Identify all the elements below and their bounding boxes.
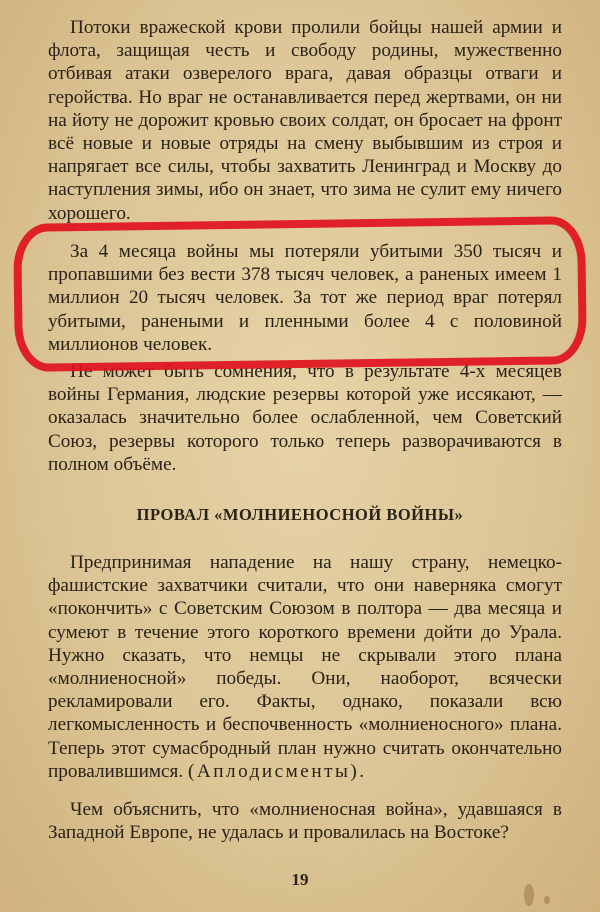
ink-stain	[524, 884, 534, 906]
paragraph-5: Чем объяснить, что «молниеносная война», удавшаяся в Западной Европе, не удалась и провалилась на Востоке?	[48, 799, 562, 844]
paragraph-1: Потоки вражеской крови пролили бойцы нашей армии и флота, защищая честь и свободу родины, мужественно отбивая атаки озверелого врага, давая образцы отваги и геройства. Но враг не останавливается перед жертвами, он ни на йоту не дорожит кровью своих солдат, он бросает на фронт всё новые и новые отряды на смену выбывшим из строя и напрягает все силы, чтобы захватить Ленинград и Москву до наступления зимы, ибо он знает, что зима не сулит ему ничего хорошего.	[48, 17, 562, 224]
applause-note: (Аплодисменты).	[187, 760, 367, 782]
page-number: 19	[291, 870, 309, 889]
paragraph-3: Не может быть сомнения, что в результате 4-х месяцев войны Германия, людские резервы которой уже иссякают, — оказалась значительно более ослабленной, чем Советский Союз, резервы которого только теперь разворачиваются в полном объёме.	[48, 361, 562, 475]
paragraph-4-text: Предпринимая нападение на нашу страну, немецко-фашистские захватчики считали, что они наверняка смогут «покончить» с Советским Союзом в полтора — два месяца и сумеют в течение этого короткого времени дойти до Урала. Нужно сказать, что немцы не скрывали этого плана «молниеносной» победы. Они, наоборот, всячески рекламировали его. Факты, однако, показали всю легкомысленность и беспочвенность «молниеносного» плана. Теперь этот сумасбродный план нужно считать окончательно провалившимся.	[48, 552, 562, 782]
section-heading: ПРОВАЛ «МОЛНИЕНОСНОЙ ВОЙНЫ»	[136, 505, 464, 524]
paragraph-4	[48, 551, 562, 783]
paragraph-2-highlighted: За 4 месяца войны мы потеряли убитыми 350 тысяч и пропавшими без вести 378 тысяч человек, а раненых имеем 1 миллион 20 тысяч человек. За тот же период враг потерял убитыми, ранеными и пленными более 4 с половиной миллионов человек.	[48, 241, 562, 355]
ink-stain	[544, 896, 550, 904]
